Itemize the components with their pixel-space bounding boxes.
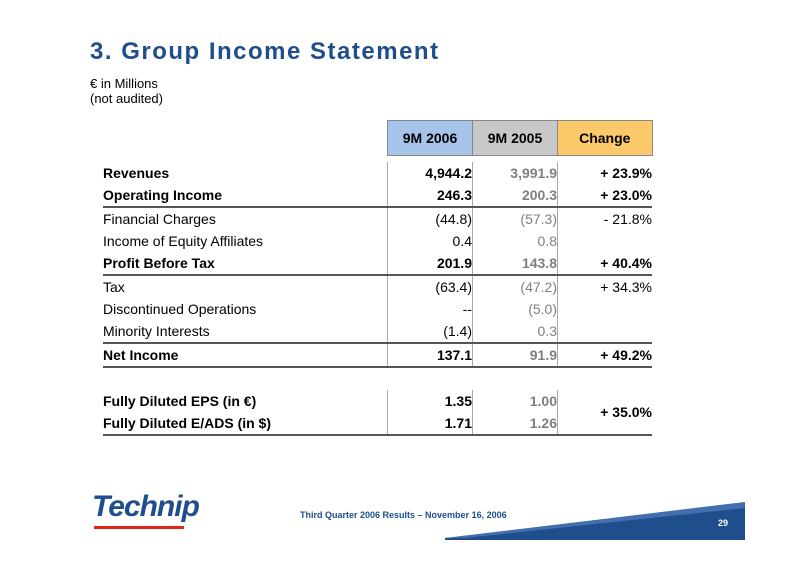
units-note (90, 76, 163, 106)
value-2006: (63.4) (388, 275, 473, 298)
row-label: Fully Diluted E/ADS (in $) (103, 412, 388, 435)
value-2006: 201.9 (388, 252, 473, 275)
table-row (103, 252, 652, 275)
value-2005: 143.8 (473, 252, 558, 275)
row-label: Minority Interests (103, 320, 388, 343)
value-change: - 21.8% (558, 207, 653, 230)
page-number: 29 (718, 518, 729, 528)
eps-change: + 35.0% (558, 390, 653, 435)
value-2005: (57.3) (473, 207, 558, 230)
value-2006: 0.4 (388, 230, 473, 252)
value-2006: (1.4) (388, 320, 473, 343)
table-row (103, 298, 652, 320)
table-row (103, 343, 652, 367)
value-change: + 34.3% (558, 275, 653, 298)
value-change (558, 230, 653, 252)
row-label: Tax (103, 279, 125, 295)
value-2005: (5.0) (473, 298, 558, 320)
title-number: 3. (90, 38, 114, 65)
logo-text: Technip (92, 490, 199, 523)
header-9m-2005: 9M 2005 (473, 121, 558, 156)
value-2005: 0.3 (473, 320, 558, 343)
footer-text: Third Quarter 2006 Results – November 16, 2006 (300, 510, 507, 520)
value-2006: (44.8) (388, 207, 473, 230)
table-row (103, 230, 652, 252)
value-2005: 0.8 (473, 230, 558, 252)
value-2006: -- (388, 298, 473, 320)
table-row (103, 275, 652, 298)
income-statement-table (103, 120, 653, 436)
title-text: Group Income Statement (121, 38, 440, 65)
row-label: Financial Charges (103, 211, 216, 227)
row-label: Net Income (103, 343, 388, 367)
table-row (103, 162, 652, 184)
logo-underline (94, 526, 184, 529)
table-header-row (103, 121, 652, 156)
value-change (558, 320, 653, 343)
value-2005: (47.2) (473, 275, 558, 298)
table-row (103, 390, 652, 412)
footer-wedge (445, 498, 745, 540)
header-9m-2006: 9M 2006 (388, 121, 473, 156)
value-2006: 4,944.2 (388, 162, 473, 184)
value-change: + 23.9% (558, 162, 653, 184)
value-change: + 23.0% (558, 184, 653, 207)
table-row (103, 184, 652, 207)
row-label: Discontinued Operations (103, 301, 257, 317)
value-2005: 200.3 (473, 184, 558, 207)
row-label: Profit Before Tax (103, 252, 388, 275)
value-change: + 49.2% (558, 343, 653, 367)
row-label: Income of Equity Affiliates (103, 233, 264, 249)
value-2006: 246.3 (388, 184, 473, 207)
value-2006: 1.71 (388, 412, 473, 435)
value-change (558, 298, 653, 320)
table-row (103, 320, 652, 343)
page-title (90, 38, 440, 66)
value-2006: 1.35 (388, 390, 473, 412)
units-line: € in Millions (90, 76, 158, 91)
audit-line: (not audited) (90, 91, 163, 106)
value-2006: 137.1 (388, 343, 473, 367)
value-2005: 1.26 (473, 412, 558, 435)
value-2005: 1.00 (473, 390, 558, 412)
row-label: Operating Income (103, 184, 388, 207)
value-2005: 3,991.9 (473, 162, 558, 184)
row-label: Fully Diluted EPS (in €) (103, 393, 257, 409)
value-2005: 91.9 (473, 343, 558, 367)
value-change: + 40.4% (558, 252, 653, 275)
row-label: Revenues (103, 165, 170, 181)
table-row (103, 207, 652, 230)
technip-logo (92, 490, 199, 524)
header-change: Change (558, 121, 653, 156)
